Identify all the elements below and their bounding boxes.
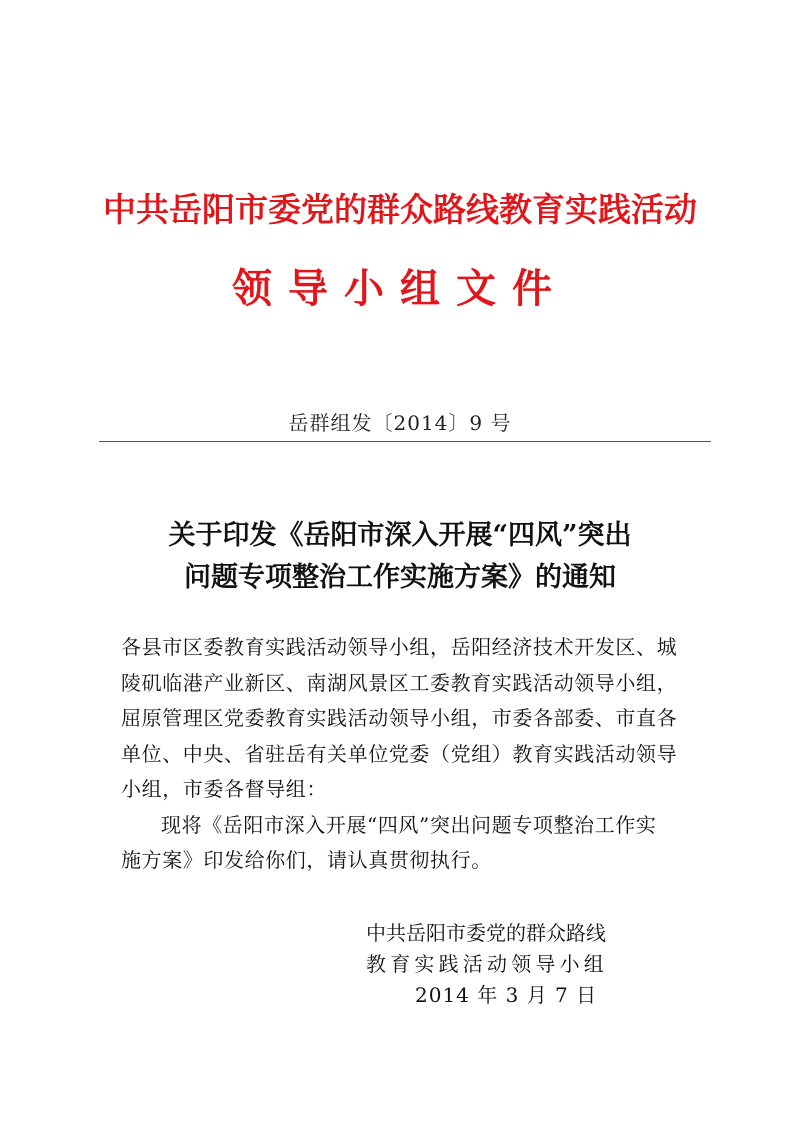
body-paragraph-line: 现将《岳阳市深入开展“四风”突出问题专项整治工作实 (161, 812, 657, 837)
recipients-line: 单位、中央、省驻岳有关单位党委（党组）教育实践活动领导 (121, 741, 678, 766)
recipients-line: 各县市区委教育实践活动领导小组，岳阳经济技术开发区、城 (121, 635, 678, 659)
recipients-line: 屈原管理区党委教育实践活动领导小组，市委各部委、市直各 (121, 706, 678, 730)
recipients-line: 陵矶临港产业新区、南湖风景区工委教育实践活动领导小组， (121, 670, 678, 695)
signature-org-line-1: 中共岳阳市委党的群众路线 (366, 921, 606, 945)
title-line-2: 问题专项整治工作实施方案》的通知 (184, 562, 616, 593)
signature-date: 2014 年 3 月 7 日 (415, 983, 598, 1007)
document-title (80, 515, 720, 599)
document-body (121, 630, 691, 879)
document-number: 岳群组发〔2014〕9 号 (288, 411, 512, 435)
signature-block (360, 918, 700, 1011)
document-type-header: 领导小组文件 (232, 265, 568, 312)
red-divider-line (99, 441, 711, 442)
issuing-authority-header: 中共岳阳市委党的群众路线教育实践活动 (103, 190, 697, 229)
signature-org-line-2: 教育实践活动领导小组 (366, 952, 608, 976)
title-line-1: 关于印发《岳阳市深入开展“四风”突出 (168, 520, 632, 551)
recipients-line: 小组，市委各督导组： (121, 777, 327, 801)
body-paragraph-line: 施方案》印发给你们，请认真贯彻执行。 (121, 848, 492, 872)
